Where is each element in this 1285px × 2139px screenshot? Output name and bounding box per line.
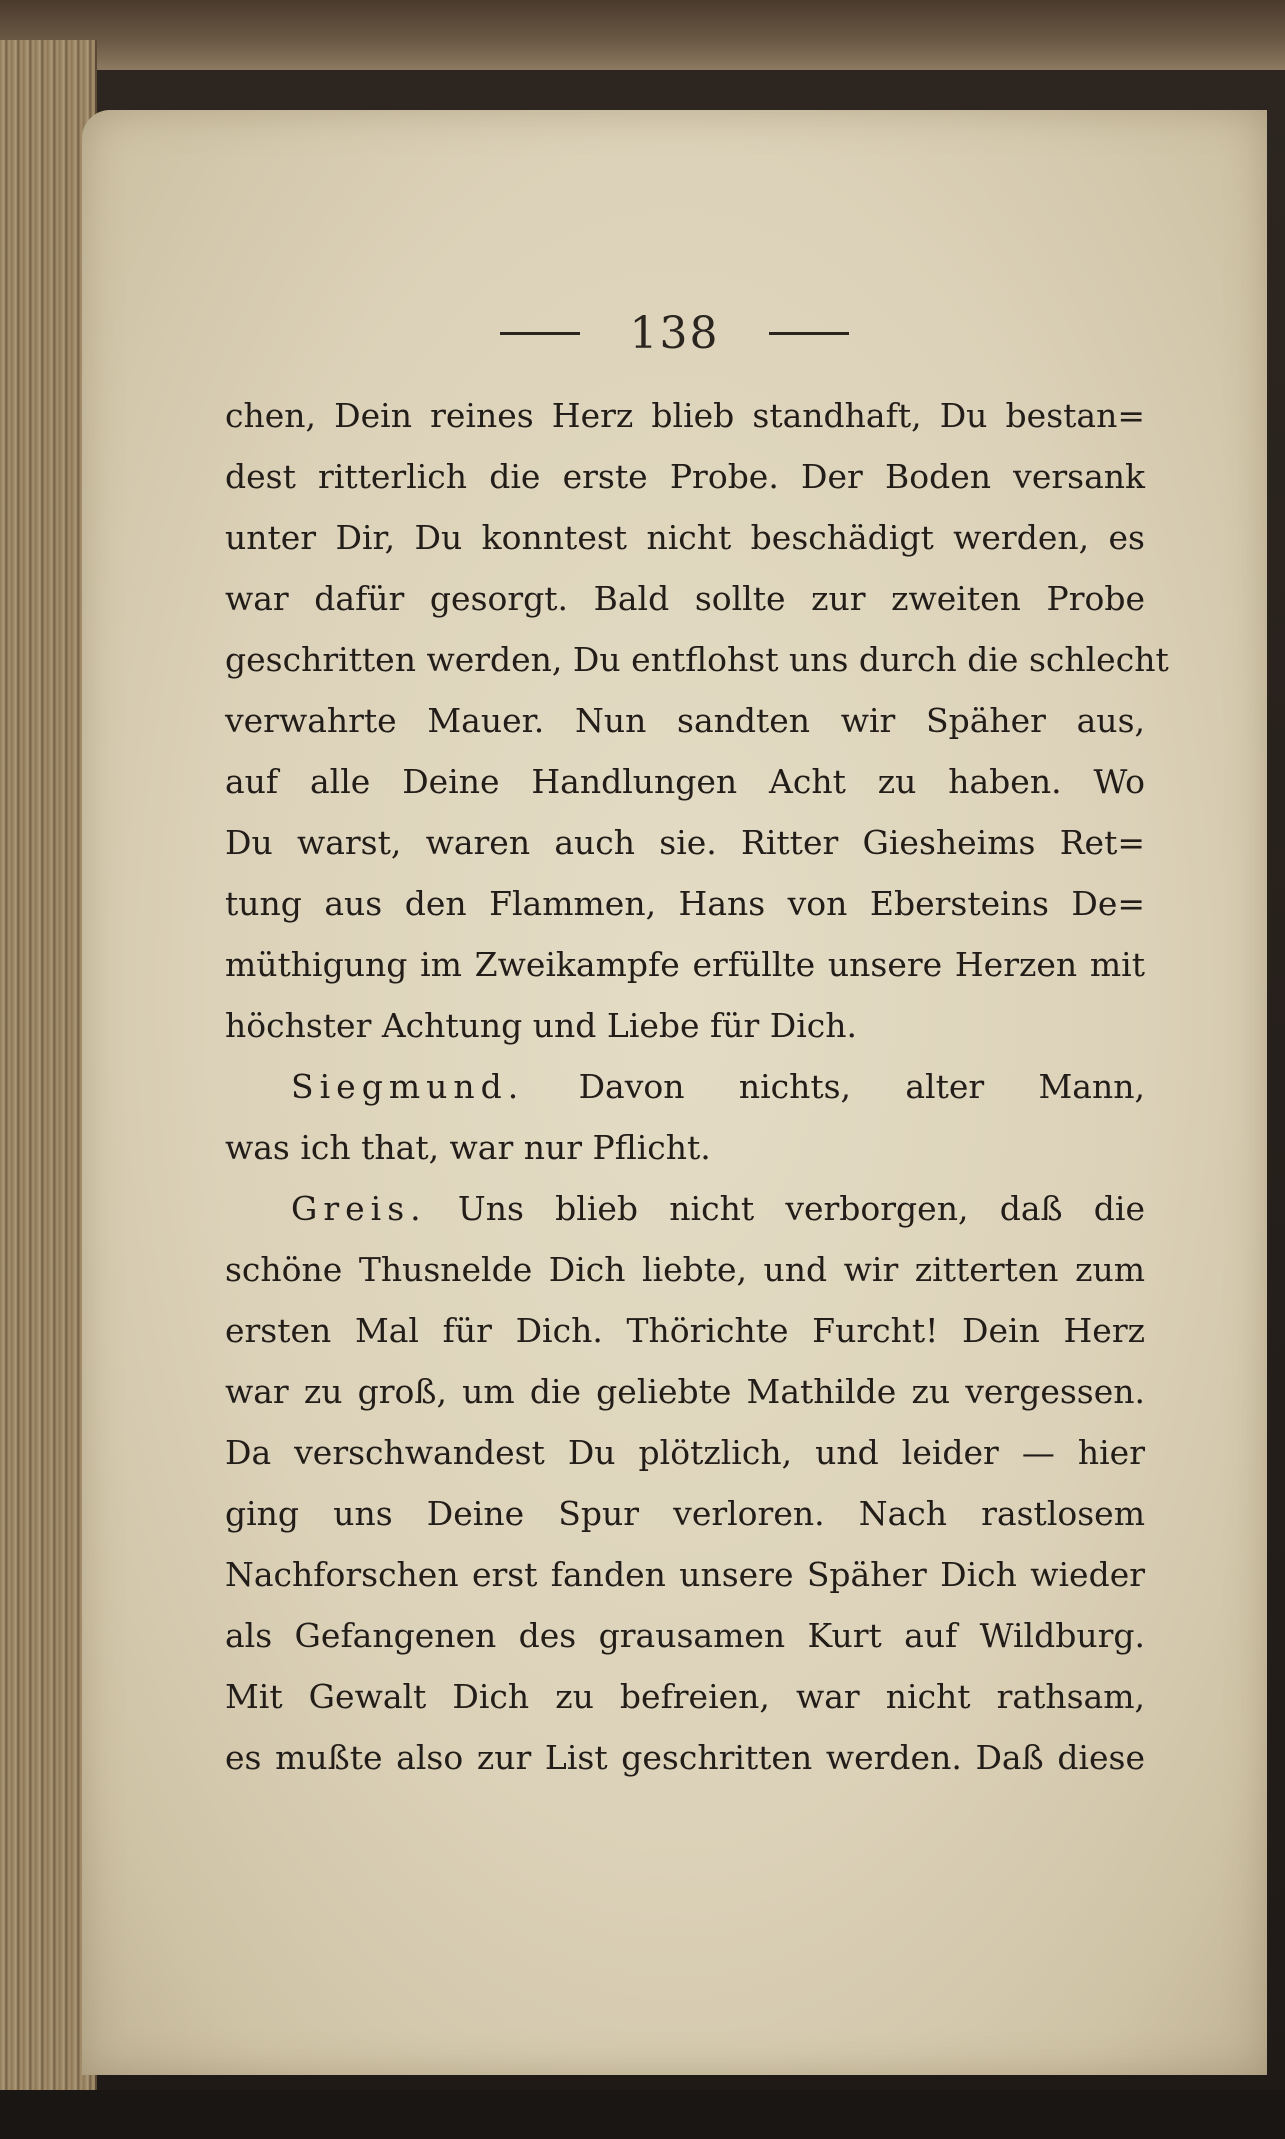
text-line: es mußte also zur List geschritten werden. Daß diese: [225, 1738, 1145, 1777]
header-dash-left: [500, 332, 580, 335]
text-line: unter Dir, Du konntest nicht beschädigt werden, es: [225, 518, 1145, 557]
text-line: ging uns Deine Spur verloren. Nach rastlosem: [225, 1494, 1145, 1533]
text-line: Da verschwandest Du plötzlich, und leider — hier: [225, 1433, 1145, 1472]
text-line: als Gefangenen des grausamen Kurt auf Wildburg.: [225, 1616, 1145, 1655]
speaker-name: Greis.: [291, 1189, 427, 1228]
text-line: geschritten werden, Du entflohst uns durch die schlecht: [225, 640, 1169, 679]
book-top-edge: [0, 0, 1285, 70]
text-line: höchster Achtung und Liebe für Dich.: [225, 1006, 858, 1045]
dialogue-text: Davon nichts, alter Mann,: [578, 1067, 1145, 1106]
text-line: müthigung im Zweikampfe erfüllte unsere Herzen mit: [225, 945, 1145, 984]
text-line: dest ritterlich die erste Probe. Der Boden versank: [225, 457, 1145, 496]
text-line: ersten Mal für Dich. Thörichte Furcht! Dein Herz: [225, 1311, 1145, 1350]
text-line: auf alle Deine Handlungen Acht zu haben. Wo: [225, 762, 1145, 801]
page-number: 138: [629, 308, 720, 359]
text-line: schöne Thusnelde Dich liebte, und wir zitterten zum: [225, 1250, 1145, 1289]
text-line: war dafür gesorgt. Bald sollte zur zweiten Probe: [225, 579, 1145, 618]
text-line: was ich that, war nur Pflicht.: [225, 1128, 711, 1167]
speaker-name: Siegmund.: [291, 1067, 525, 1106]
text-line: tung aus den Flammen, Hans von Ebersteins De=: [225, 884, 1145, 923]
text-line: Nachforschen erst fanden unsere Späher Dich wieder: [225, 1555, 1145, 1594]
dialogue-line: [225, 1178, 1145, 1239]
text-line: verwahrte Mauer. Nun sandten wir Späher aus,: [225, 701, 1145, 740]
text-line: war zu groß, um die geliebte Mathilde zu vergessen.: [225, 1372, 1145, 1411]
text-line: chen, Dein reines Herz blieb standhaft, Du bestan=: [225, 396, 1145, 435]
page-body-text: [225, 385, 1169, 1788]
header-dash-right: [769, 332, 849, 335]
dialogue-text: Uns blieb nicht verborgen, daß die: [457, 1189, 1145, 1228]
text-line: Mit Gewalt Dich zu befreien, war nicht rathsam,: [225, 1677, 1145, 1716]
text-line: Du warst, waren auch sie. Ritter Giesheims Ret=: [225, 823, 1145, 862]
scan-bottom-edge: [0, 2090, 1285, 2139]
dialogue-line: [225, 1056, 1145, 1117]
page-header: [82, 305, 1267, 359]
